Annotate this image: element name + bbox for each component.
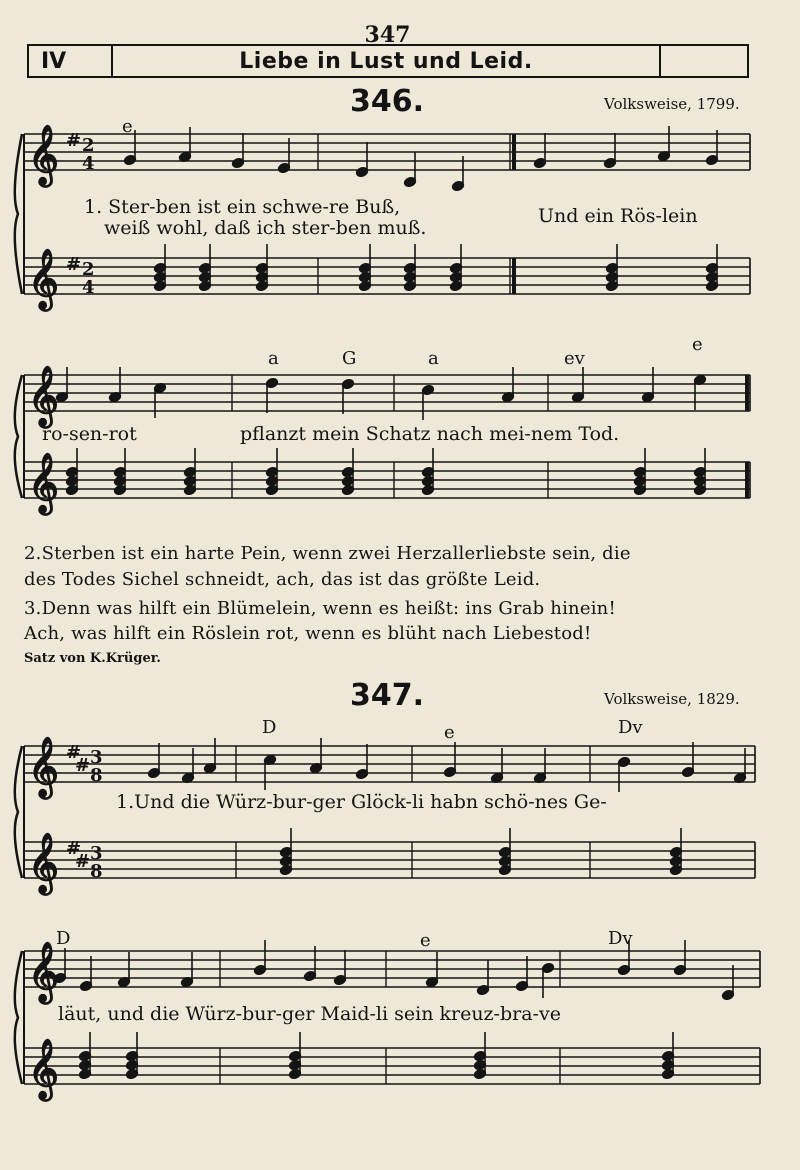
key-sig-a-0: #	[66, 254, 82, 275]
chord-347-r1-0: D	[262, 717, 277, 738]
treble-clef-a-2: 𝄞	[28, 832, 59, 893]
chord-346-r1-0: e	[122, 116, 133, 137]
time-sig-a-0-num: 2	[82, 259, 95, 280]
lyric-346-line1a: 1. Ster-ben ist ein schwe-re Buß,	[84, 196, 401, 218]
time-sig-m-2-num: 3	[90, 747, 103, 768]
key-sig-a-2: #	[75, 851, 91, 872]
time-sig-m-0-den: 4	[82, 153, 95, 174]
chord-346-r2-1: G	[342, 348, 357, 369]
treble-clef-a-1: 𝄞	[28, 452, 59, 513]
song-source-347: Volksweise, 1829.	[604, 690, 740, 708]
chord-347-r2-1: e	[420, 930, 431, 951]
chord-346-r2-0: a	[268, 348, 279, 369]
treble-clef-a-0: 𝄞	[28, 248, 59, 309]
system-brace-3	[15, 951, 22, 1084]
arrangement-credit: Satz von K.Krüger.	[24, 651, 161, 666]
time-sig-m-2-den: 8	[90, 765, 103, 786]
treble-clef-m-0: 𝄞	[28, 124, 59, 185]
section-label: IV	[41, 49, 67, 74]
song-source-346: Volksweise, 1799.	[604, 95, 740, 113]
verse-346-3b: Ach, was hilft ein Röslein rot, wenn es blüht nach Liebestod!	[24, 623, 592, 644]
time-sig-a-2-den: 8	[90, 861, 103, 882]
system-brace-2	[15, 746, 22, 878]
verse-346-2a: 2.Sterben ist ein harte Pein, wenn zwei Herzallerliebste sein, die	[24, 543, 631, 564]
chord-346-r2-2: a	[428, 348, 439, 369]
lyric-347-line2: läut, und die Würz-bur-ger Maid-li sein kreuz-bra-ve	[58, 1003, 561, 1025]
treble-clef-m-1: 𝄞	[28, 365, 59, 426]
treble-clef-m-2: 𝄞	[28, 736, 59, 797]
treble-clef-a-3: 𝄞	[28, 1038, 59, 1099]
verse-346-3a: 3.Denn was hilft ein Blümelein, wenn es heißt: ins Grab hinein!	[24, 598, 616, 619]
lyric-346-line2a: ro-sen-rot	[42, 423, 137, 445]
song-number-346: 346.	[350, 84, 425, 119]
chord-347-r1-1: e	[444, 722, 455, 743]
time-sig-a-2-num: 3	[90, 843, 103, 864]
lyric-346-line1c: Und ein Rös-lein	[538, 205, 698, 227]
chord-346-r2-4: e	[692, 334, 703, 355]
key-sig-m-2: #	[75, 755, 91, 776]
treble-clef-m-3: 𝄞	[28, 941, 59, 1002]
time-sig-m-0-num: 2	[82, 135, 95, 156]
chord-347-r2-2: Dv	[608, 928, 633, 949]
verse-346-2b: des Todes Sichel schneidt, ach, das ist das größte Leid.	[24, 569, 541, 590]
page-number: 347	[364, 22, 411, 48]
chord-347-r1-2: Dv	[618, 717, 643, 738]
lyric-346-line2b: pflanzt mein Schatz nach mei-nem Tod.	[240, 423, 620, 445]
system-brace-1	[15, 375, 22, 498]
key-sig-m-0: #	[66, 130, 82, 151]
key-sig-a-2: #	[66, 838, 82, 859]
chord-347-r2-0: D	[56, 928, 71, 949]
lyric-346-line1b: weiß wohl, daß ich ster-ben muß.	[104, 217, 427, 239]
chord-346-r2-3: ev	[564, 348, 585, 369]
key-sig-m-2: #	[66, 742, 82, 763]
lyric-347-line1: 1.Und die Würz-bur-ger Glöck-li habn schö-nes Ge-	[116, 791, 607, 813]
song-number-347: 347.	[350, 678, 425, 713]
chapter-title: Liebe in Lust und Leid.	[239, 49, 533, 74]
time-sig-a-0-den: 4	[82, 277, 95, 298]
system-brace-0	[15, 134, 22, 294]
